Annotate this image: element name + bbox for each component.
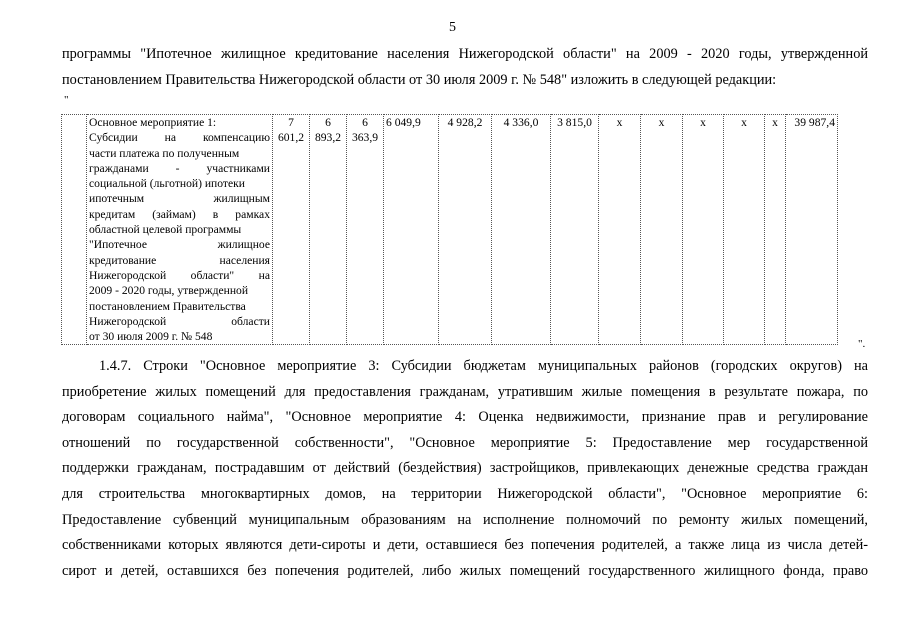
description-line: части платежа по полученным: [89, 146, 240, 160]
body-line: 1.4.7. Строки "Основное мероприятие 3: Субсидии бюджетам муниципальных районов (городских округов) на: [99, 358, 868, 374]
table-cell-value: х: [599, 115, 641, 345]
description-line: Основное мероприятие 1:: [89, 116, 217, 129]
body-line: договорам социального найма", "Основное мероприятие 4: Оценка недвижимости, признание прав и регулирование: [62, 409, 868, 426]
table-cell-value: 6 363,9: [347, 115, 384, 345]
table-cell-description: [87, 115, 273, 345]
body-line: сирот и детей, оставшихся без попечения родителей, либо жилых помещений государственного жилищного фонда, право: [62, 562, 868, 579]
table-cell-value: 7 601,2: [273, 115, 310, 345]
page-number: 5: [449, 20, 456, 35]
body-line: Предоставление субвенций муниципальным образованиям на исполнение полномочий по ремонту жилых помещений,: [62, 511, 868, 528]
description-line: Субсидии на компенсацию: [89, 131, 270, 145]
body-line: для строительства многоквартирных домов, на территории Нижегородской области", "Основное мероприятие 6:: [62, 485, 868, 502]
description-line: социальной (льготной) ипотеки: [89, 177, 245, 191]
table-cell-value: х: [724, 115, 765, 345]
body-paragraph: [62, 354, 868, 584]
description-line: Нижегородской области: [89, 314, 270, 328]
table-cell-value: 4 928,2: [439, 115, 492, 345]
description-line: кредитование населения: [89, 253, 270, 267]
description-line: "Ипотечное жилищное: [89, 238, 270, 252]
body-line: собственниками которых являются дети-сироты и дети, оставшиеся без попечения родителей, а также лица из числа детей-: [62, 537, 868, 554]
description-line: ипотечным жилищным: [89, 192, 270, 206]
intro-line: постановлением Правительства Нижегородской области от 30 июля 2009 г. № 548" изложить в следующей редакции:: [62, 71, 777, 88]
table-row: [62, 115, 838, 345]
table-cell-value: 6 049,9: [384, 115, 439, 345]
description-line: областной целевой программы: [89, 223, 242, 237]
table-cell-value: 3 815,0: [551, 115, 599, 345]
program-table: [61, 114, 838, 345]
description-line: гражданами - участниками: [89, 161, 270, 175]
description-line: кредитам (займам) в рамках: [89, 207, 270, 221]
description-line: постановлением Правительства: [89, 299, 246, 313]
intro-line: программы "Ипотечное жилищное кредитование населения Нижегородской области" на 2009 - 2020 годы, утвержденной: [62, 46, 868, 62]
table-cell-value: 6 893,2: [310, 115, 347, 345]
description-line: 2009 - 2020 годы, утвержденной: [89, 284, 249, 298]
table-cell-empty: [62, 115, 87, 345]
description-line: от 30 июля 2009 г. № 548: [89, 330, 213, 344]
body-line: поддержки гражданам, пострадавшим от действий (бездействия) застройщиков, привлекающих денежные средства граждан: [62, 460, 868, 477]
table-cell-value: х: [683, 115, 724, 345]
closing-quote: ".: [858, 338, 866, 350]
body-line: отношений по государственной собственности", "Основное мероприятие 5: Предоставление мер государственной: [62, 434, 868, 451]
table-cell-total: 39 987,4: [786, 115, 838, 345]
table-cell-value: х: [641, 115, 683, 345]
intro-paragraph: [62, 42, 868, 93]
opening-quote: ": [64, 94, 69, 106]
table-cell-value: х: [765, 115, 786, 345]
body-line: приобретение жилых помещений для предоставления гражданам, утратившим жилые помещения в результате пожара, по: [62, 383, 868, 400]
table-cell-value: 4 336,0: [492, 115, 551, 345]
description-line: Нижегородской области" на: [89, 268, 270, 282]
